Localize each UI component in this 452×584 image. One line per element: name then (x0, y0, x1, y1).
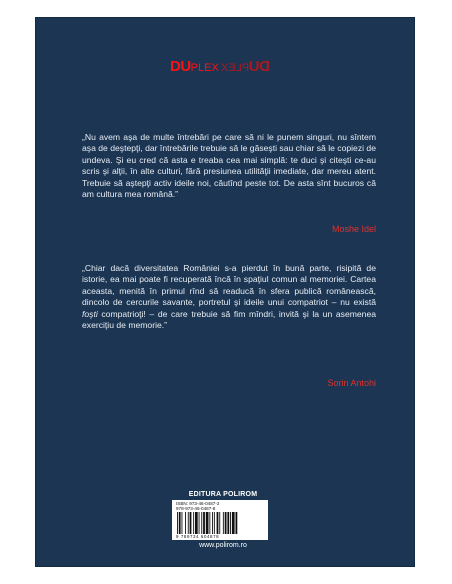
barcode-bar (206, 512, 209, 534)
barcode-bar (190, 512, 192, 534)
barcode-number: 9 789734 604878 (176, 534, 220, 539)
barcode-bar (212, 512, 213, 534)
isbn-13: 978-973-46-0487-8 (176, 506, 216, 511)
logo-mirrored (220, 59, 270, 74)
barcode-bar (182, 512, 183, 534)
barcode-bar (214, 512, 215, 534)
barcode-bar (232, 512, 235, 534)
barcode-bars (176, 512, 264, 534)
quote-author-sorin-antohi: Sorin Antohi (327, 378, 376, 388)
barcode-bar (185, 512, 186, 534)
barcode-bar (223, 512, 224, 534)
barcode-bar (217, 512, 219, 534)
publisher-website: www.polirom.ro (199, 542, 247, 549)
barcode-bar (209, 512, 210, 534)
duplex-logo (170, 58, 270, 74)
quote-sorin-antohi (82, 263, 376, 331)
barcode-bar (227, 512, 229, 534)
logo-du: DU (170, 58, 191, 75)
quote-text-part1: „Chiar dacă diversitatea României s-a pierdut în bună parte, risipită de istorie, ea mai poate fi recuperată încă în spaţiul comun al memoriei. Cartea aceasta, menită în primul rînd să readucă în sfera publică românească, dincolo de cercurile savante, portretul şi ideile unui compatriot – nu există (82, 263, 376, 308)
barcode-bar (193, 512, 194, 534)
barcode-bar (236, 512, 238, 534)
barcode-bar (230, 512, 231, 534)
barcode-bar (177, 512, 178, 534)
barcode-bar (188, 512, 189, 534)
barcode-bar (199, 512, 200, 534)
barcode-bar (219, 512, 220, 534)
barcode-bar (179, 512, 181, 534)
logo-mirror-plex: PLEX (220, 62, 249, 74)
barcode-bar (203, 512, 205, 534)
isbn-10: ISBN: 973-46-0487-2 (176, 501, 220, 506)
quote-author-moshe-idel: Moshe Idel (331, 224, 376, 234)
logo-mirror-du: DU (248, 58, 270, 75)
quote-moshe-idel: „Nu avem aşa de multe întrebări pe care să ni le punem singuri, nu sîntem aşa de deştepţi, dar întrebările trebuie să le găseşti sau chiar să le copiezi de undeva. Şi eu cred că asta e treaba cea mai simplă: te duci şi citeşti ce-au scris şi alţii, în alte culturi, fără presiunea utilităţii imediate, dar mereu atent. Trebuie să aştepţi activ ideile noi, căutînd peste tot. De asta sînt bucuros că am cultura mea română.” (82, 132, 376, 200)
barcode-label (172, 500, 268, 540)
quote-text-part2: compatrioţi! – de care trebuie să fim mîndri, invită şi la un asemenea exerciţiu de memorie.” (82, 308, 376, 331)
barcode-bar (201, 512, 202, 534)
barcode-bar (225, 512, 227, 534)
publisher-name: EDITURA POLIROM (188, 491, 258, 498)
quote-emphasis: foşti (82, 308, 98, 319)
logo-plex: PLEX (190, 62, 219, 74)
barcode-bar (195, 512, 198, 534)
